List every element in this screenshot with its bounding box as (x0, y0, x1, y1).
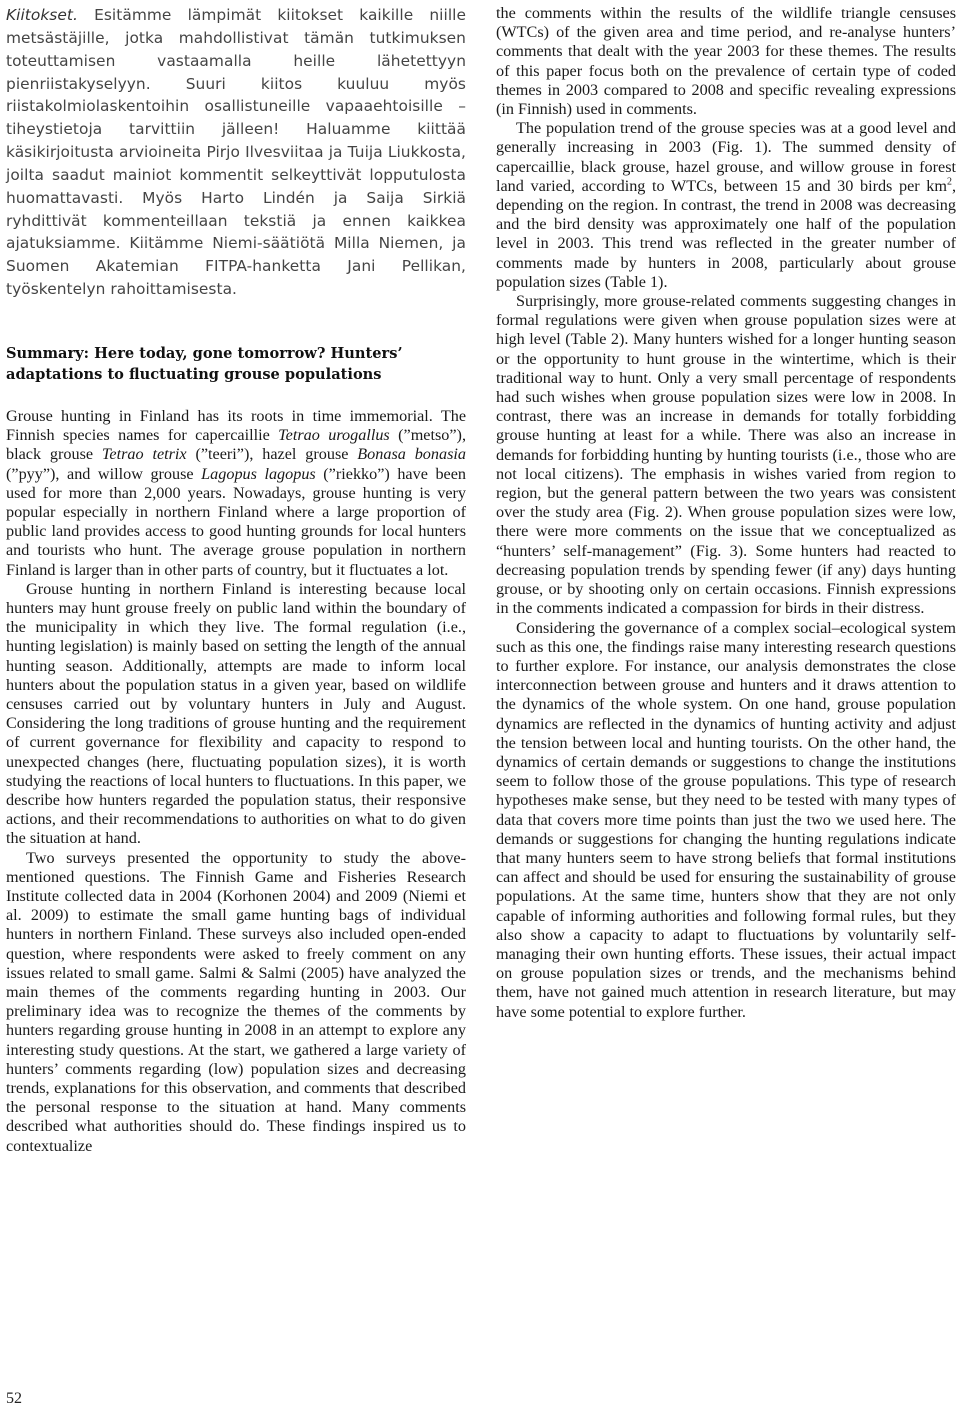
paragraph: Surprisingly, more grouse-related comments suggesting changes in formal regulations were given when grouse population sizes were at high level (Table 2). Many hunters wished for a longer hunting season or the opportunity to hunt grouse in the wintertime, which is their traditional way to hunt. Only a very small percentage of respondents had such wishes when grouse population sizes were low in 2008. In contrast, there was an increase in demands for totally forbidding grouse hunting at least for a while. There was also an increase in demands for forbidding hunting by hunting tourists (i.e., those who are not local citizens). The emphasis in wishes varied from region to region, but the general pattern between the two years was consistent over the study area (Fig. 2). When grouse population sizes were low, there were more comments on the issue that we conceptualized as “hunters’ self-management” (Fig. 3). Some hunters had reacted to decreasing population trends by spending fewer (if any) days hunting grouse, or by shooting only on certain occasions. Finnish expressions in the comments indicated a compassion for birds in their distress. (496, 292, 956, 618)
species-name: Tetrao urogallus (278, 426, 390, 445)
species-name: Bonasa bonasia (357, 445, 466, 464)
paragraph: Considering the governance of a complex social–ecological system such as this one, the findings raise many interesting research questions to further explore. For instance, our analysis demonstrates the close interconnection between grouse and hunters and it draws attention to the dynamics of the whole system. On one hand, grouse population dynamics are reflected in the dynamics of hunting activity and adjust the tension between local and hunting tourists. On the other hand, the dynamics of certain demands or suggestions to change the institutions seem to follow those of the grouse populations. This type of research hypotheses make sense, but they need to be tested with many types of data that covers more time points than just the two we used here. The demands or suggestions for changing the hunting regulations indicate that many hunters seem to have strong beliefs that formal institutions can affect and should be used for ensuring the sustainability of grouse populations. At the same time, hunters show that they are not only capable of informing authorities and following formal rules, but they also show a capacity to adapt to fluctuations by voluntarily self-managing their own hunting efforts. These issues, their actual impact on grouse population sizes or trends, and the mechanisms behind them, have not gained much attention in research literature, but may have some potential to explore further. (496, 618, 956, 1021)
paragraph: the comments within the results of the wildlife triangle censuses (WTCs) of the given area and time period, and re-analyse hunters’ comments that dealt with the year 2003 for these themes. The results of this paper focus both on the prevalence of certain type of coded themes in 2003 compared to 2008 and specific revealing expressions (in Finnish) used in comments. (496, 4, 956, 119)
text-run: (”riekko”) have been used for more than 2,000 years. Nowadays, grouse hunting is very popular especially in northern Finland where a large proportion of public land provides access to good hunting grounds for local hunters and tourists who hunt. The average grouse population in northern Finland is larger than in other parts of country, but it fluctuates a lot. (6, 464, 466, 579)
paragraph: Grouse hunting in northern Finland is interesting because local hunters may hunt grouse freely on public land within the boundary of the municipality in which they live. The formal regulation (i.e., hunting legislation) is mainly based on setting the length of the annual hunting season. Additionally, attempts are made to inform local hunters about the population status in a given year, based on wildlife censuses carried out by voluntary hunters in July and August. Considering the long traditions of grouse hunting and the requirement of current governance for flexibility and capacity to respond to unexpected changes (here, fluctuating population sizes), it is worth studying the reactions of local hunters to fluctuations. In this paper, we describe how hunters regarded the population status, their responsive actions, and their recommendations to authorities on what to do given the situation at hand. (6, 579, 466, 848)
paragraph: Two surveys presented the opportunity to study the above-mentioned questions. The Finnish Game and Fisheries Research Institute collected data in 2004 (Korhonen 2004) and 2009 (Niemi et al. 2009) to estimate the small game hunting bags of individual hunters in northern Finland. These surveys also included open-ended question, where respondents were asked to freely comment on any issues related to small game. Salmi & Salmi (2005) have analyzed the main themes of the comments regarding hunting in 2003. Our preliminary idea was to recognize the themes of the comments by hunters regarding grouse hunting in 2008 in an attempt to explore any interesting study questions. At the start, we gathered a large variety of hunters’ comments regarding (low) population sizes and decreasing trends, explanations for this observation, and comments that described the personal response to the situation at hand. Many comments described what authorities should do. These findings inspired us to contextualize (6, 848, 466, 1155)
left-column (6, 4, 466, 1156)
paragraph (496, 119, 956, 292)
page-number: 52 (6, 1390, 22, 1407)
text-run: (”pyy”), and willow grouse (6, 464, 202, 483)
text-run: (”teeri”), hazel grouse (186, 445, 358, 464)
acknowledgements-label: Kiitokset. (6, 6, 78, 24)
species-name: Tetrao tetrix (101, 445, 187, 464)
text-run: (”metso”), black grouse (6, 426, 466, 464)
text-run: Grouse hunting in Finland has its roots in time immemorial. The Finnish species names for capercaillie (6, 406, 466, 445)
right-column (496, 4, 956, 1022)
superscript: 2 (946, 176, 952, 188)
summary-heading: Summary: Here today, gone tomorrow? Hunters’ adaptations to fluctuating grouse populations (6, 344, 403, 383)
paragraph (6, 407, 466, 580)
text-run: The population trend of the grouse species was at a good level and generally increasing in 2003 (Fig. 1). The summed density of capercaillie, black grouse, hazel grouse, and willow grouse in forest land varied, according to WTCs, between 15 and 30 birds per km (496, 119, 956, 195)
acknowledgements (6, 4, 466, 301)
species-name: Lagopus lagopus (201, 464, 316, 483)
acknowledgements-body: Esitämme lämpimät kiitokset kaikille niille metsästäjille, jotka mahdollistivat tämän tutkimuksen toteuttamisen vastaamalla heille lähetettyyn pienriistakyselyyn. Suuri kiitos kuuluu myös riistakolmiolaskentoihin osallistuneille vapaaehtoisille – tiheystietoja tarvittiin jälleen! Haluamme kiittää käsikirjoitusta arvioineita Pirjo Ilvesviitaa ja Tuija Liukkosta, joilta saadut mainiot kommentit selkeyttivät lopputulosta huomattavasti. Myös Harto Lindén ja Saija Sirkiä ryhdittivät kommenteillaan tekstiä ja ennen kaikkea ajatuksiamme. Kiitämme Niemi-säätiötä Milla Niemen, ja Suomen Akatemian FITPA-hanketta Jani Pellikan, työskentelyn rahoittamisesta. (6, 6, 466, 299)
text-run: , depending on the region. In contrast, the trend in 2008 was decreasing and the bird density was approximately one half of the population level in 2003. This trend was reflected in the greater number of comments made by hunters in 2008, particularly about grouse population sizes (Table 1). (496, 176, 956, 291)
